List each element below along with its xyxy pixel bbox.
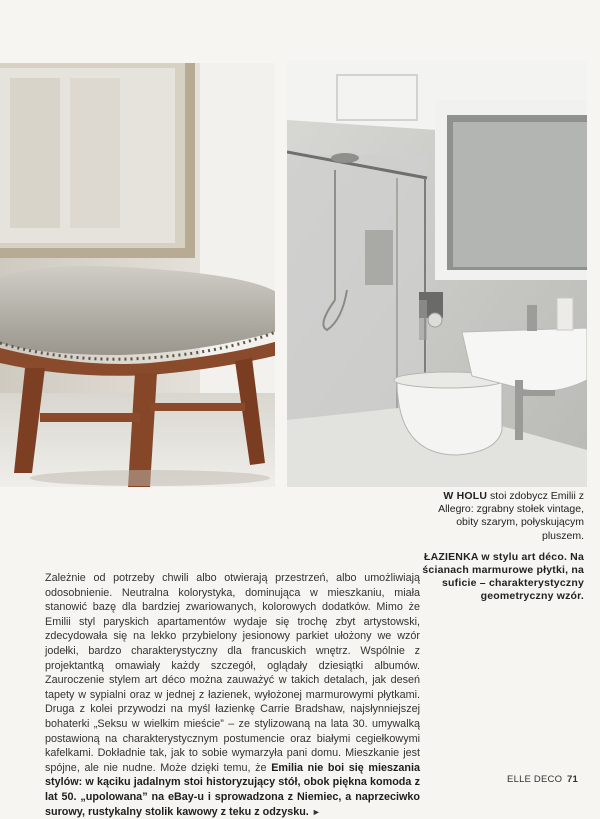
photo-captions (414, 490, 584, 612)
caption-bathroom-text: w stylu art déco. Na ścianach marmurowe płytki, na suficie – charakterystyczny geometryczny wzór. (422, 550, 584, 603)
magazine-name: ELLE DECO (507, 774, 563, 785)
caption-hall (414, 490, 584, 543)
caption-bathroom (414, 551, 584, 604)
caption-bathroom-lead: ŁAZIENKA (423, 550, 479, 563)
article-body (45, 571, 420, 819)
caption-hall-lead: W HOLU (443, 490, 488, 502)
page-footer (507, 774, 578, 785)
stool-illustration (0, 63, 275, 487)
bathroom-illustration (287, 60, 587, 487)
page-number: 71 (567, 774, 578, 785)
end-mark-icon: ► (311, 806, 321, 817)
caption-hall-text: stoi zdobycz Emilii z Allegro: zgrabny stołek vintage, obity szarym, połyskującym pluszem. (438, 490, 584, 542)
article-text-regular: Zależnie od potrzeby chwili albo otwierają przestrzeń, albo umożliwiają odosobnienie. Neutralna kolorystyka, dominująca w mieszkaniu, miała stanowić bazę dla bardziej zwariowanych, kolorowych dodatków. Mimo że Emilii styl paryskich apartamentów wydaje się trochę zbyt artystowski, zdecydowała się na lekko przybielony jesionowy parkiet ułożony we wzór jodełki, bardzo charakterystyczny dla francuskich wnętrz. Wspólnie z projektantką omawiały każdy szczegół, oglądały dziesiątki albumów. Zauroczenie stylem art déco można zauważyć w takich detalach, jak deseń tapety w sypialni oraz w jednej z łazienek, wyłożonej marmurowymi płytkami. Druga z kolei przywodzi na myśl łazienkę Carrie Bradshaw, najsłynniejszej bohaterki „Seksu w wielkim mieście” – ze stylizowaną na lata 30. umywalką postawioną na charakterystycznym postumencie oraz białymi cegiełkowymi kafelkami. Dokładnie tak, jak to sobie wymarzyła pani domu. Mieszkanie jest spójne, ale nie nudne. Może dzięki temu, że (45, 572, 420, 774)
photo-bathroom (287, 60, 587, 487)
article-paragraph (45, 571, 420, 819)
photo-hall-stool (0, 63, 275, 487)
article-text-bold: Emilia nie boi się mieszania stylów: w kąciku jadalnym stoi historyzujący stół, obok piękna komoda z lat 50. „upolowana” na eBay-u i sprowadzona z Niemiec, a naprzeciwko surowy, rustykalny stolik kawowy z teku z odzysku. (45, 761, 420, 818)
